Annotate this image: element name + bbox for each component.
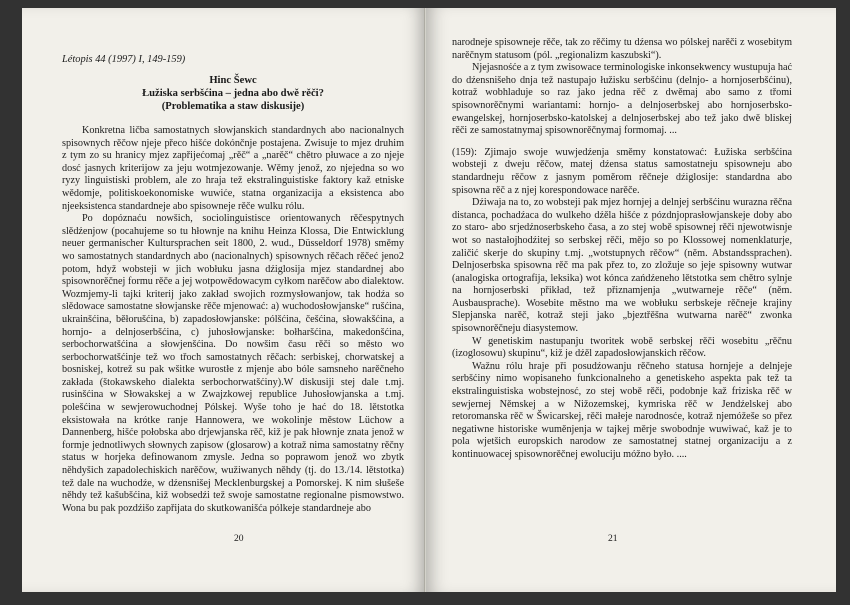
right-page xyxy=(426,8,836,592)
right-paragraph-5: W genetiskim nastupanju tworitek wobě serbskej rěči wosebitu „rěčnu (izoglosowu) skupinu“, kiž je dźěl zapadosłowjanskich rěčow. xyxy=(452,335,792,360)
article-title xyxy=(62,87,404,113)
right-paragraph-6: Wažnu rólu hraje při posudźowanju rěčneho statusa hornjeje a delnjeje serbšćiny nimo wopisaneho funkcionalneho a genetiskeho aspekta pak tež ta ekstralinguistiska wobstejnosć, zo stej wobě rěči, podobnje kaž friziska rěč w sewjernej Němskej a w Nižozemskej, kymriska rěč w Jendźelskej abo retoromanska rěč w Šwicarskej, rěči małeje narodnosće, kotraž njemóžeše so přez negatiwne historiske wuměnjenja w tajkej měrje swobodnje wuwiwać, kaž je to pola wjetšich europskich narodow ze samostatnej statnej organizaciju a z kontinuowacej spisownorěčnej ewoluciju móžno było. .... xyxy=(452,360,792,460)
title-line-1: Łužiska serbšćina – jedna abo dwě rěči? xyxy=(142,88,324,99)
right-paragraph-2: Njejasnośće a z tym zwisowace terminologiske inkonsekwency wustupuja hać do dźensnišeho dnja tež nastupajo łužisku serbšćinu (delnjo- a hornjoserbšćinu), kotraž wobhladuje so raz jako jedna rěč z dwěmaj abo samo z třomi spisownorěčnymi wariantami: hornjo- a delnjoserbskej abo hornjoserbsko-ewangelskej, hornjoserbsko-katolskej a delnjoserbskej abo tež jako dwě bliskej rěči ze samostatnymaj spisownorěčnymaj formomaj. ... xyxy=(452,62,792,137)
left-paragraph-2: Po dopóznaću nowšich, sociolinguistisce orientowanych rěčespytnych slědźenjow (pocahujeme so tu hłownje na knihu Heinza Klossa, Die Entwicklung neuer germanischer Kultursprachen seit 1800, 2. wud., Düsseldorf 1978) směmy wo samostatnych standardnych abo (nacionalnych) spisownych rěčach rěčeć jeno2 potom, hdyž wobsteji w jich wobłuku jasna dźiglosija mjez standardnej abo spisownorěčnej formu rěče a jej wotpowědowacym cyłkom narěčow abo dialektow. Wozmjemy-li tajki kriterij jako zakład swojich rozmysłowanjow, tak hodźa so slědowace samostatne słowjanske rěče mjenować: a) wuchodosłowjanske“ rušćina, ukrainšćina, běłorušćina, b) zapadosłowjanske: pólšćina, češćina, słowakšćina, a hornjo- a delnjoserbšćina, c) juhosłowjanske: bołharšćina, makedonšćina, serbochorwatšćina a słowjenšćina. Do nowšim času rěči so město wo serbochorwatšćinje tež wo třoch samostatnych rěčach: serbiskej, chorwatskej a bosniskej, kotrež su pak wšitke wurostłe z mjenje abo bóle samsneho narěčneho zakłada (štokawskeho dialekta serbochorwatšćiny).W diskusiji stej dale t.mj. rusinšćina w Słowakskej a w Zwajzkowej republice Juhosłowjanska a t.mj. polešćina w sewjerowuchodnej Pólskej. Wyše toho je hać do 18. lětstotka eksistowała na krótke ranje Hannowera, we wokolinje městow Lüchow a Dannenberg, hišće połobska abo drjewjanska rěč, kiž je pak hłownje znata jenož w formje jednotliwych słownych zapisow (glosarow) a kotraž nima samostatny rěčny status w horjeka definowanom zmysle. Jedna so poprawom jenož wo zbytk něhdyšich zapadolechiskich narěčow, wužiwanych něhdy (tj. do 13./14. lětstotka) tež dale na wuchodźe, w dźensnišej Mecklenburgskej a Pomorskej. K nim słušeše něhdy tež kašubšćina, kiž wobsedźi tež swoje samostatne regionalne pismowstwo. Wona bu pak pozdźišo zapřijata do skutkowanišća pólkeje standardneje abo xyxy=(62,213,404,514)
left-page xyxy=(22,8,426,592)
article-author: Hinc Šewc xyxy=(209,75,257,86)
right-paragraph-3: (159): Zjimajo swoje wuwjedźenja směmy konstatować: Łužiska serbšćina wobsteji z dweju rěčow, matej dźensa status samostatneju spisowneju abo standardneju rěčow z jasnym poměrom rěčneje dźiglosije: standardna abo spisowna rěč a z njej korespondowace narěče. xyxy=(452,146,792,196)
right-paragraph-1: narodneje spisowneje rěče, tak zo rěčimy tu dźensa wo pólskej narěči z wosebitym narěčnym statusom (pól. „regionalizm kaszubski“). xyxy=(452,37,792,61)
running-head: Létopis 44 (1997) I, 149-159) xyxy=(62,54,186,65)
page-number-left: 20 xyxy=(234,533,244,544)
left-paragraph-1: Konkretna ličba samostatnych słowjanskich standardnych abo nacionalnych spisownych rěčow njeje přeco hišće dokónčnje postajena. Zwisuje to mjez druhim z tym zo su hranicy mjez zapřijećomaj „rěč“ a „narěč“ chětro płuwace a zo njeje dosć jasnych kriterijow za jeju wotmjezowanje. Wěmy jenož, zo njejedna so wo ryzy linguistiski problem, ale zo hraja tež ekstralinguistiske faktory kaž etniske wědomje, politiskoekonomiske wuwiće, statna organizacija a eksistenca abo njeeksistenca standardneje abo spisowneje rěče wulku rólu. xyxy=(62,125,404,212)
title-line-2: (Problematika a staw diskusije) xyxy=(161,101,305,112)
page-number-right: 21 xyxy=(608,533,618,544)
right-paragraph-4: Dźiwaja na to, zo wobsteji pak mjez hornjej a delnjej serbšćinu wurazna rěčna distanca, pochadźaca do wulkeho dźěla hišće z pózdnjoprasłowjanskeje doby abo zo staro- abo srjedźnoserbskeho časa, a zo stej wobě spisownej rěči njewotwisnje wot so nastałojhodźitej so serbskej rěči, mějo so po Klossowej nomenklaturje, zaličić skerje do skupiny t.mj. „wotstupnych rěčow“ (něm. Abstandssprachen). Delnjoserbska spisowna rěč ma pak přez to, zo zložuje so jeje spisowny wutwar (analogiska ortografija, leksika) wot kónca zańdźeneho lětstotka sem chětro sylnje na hornjoserbski přikład, tež přiznamjenja „wutwarneje rěče“ (něm. Ausbausprache). Wosebite městno ma we wobłuku serbskeje rěčneje krajiny Slepjanska narěč, kotraž steji jako „bjeztřěšna wutwarna narěč“ zwonka spisownorěčneju diasystemow. xyxy=(452,197,792,335)
